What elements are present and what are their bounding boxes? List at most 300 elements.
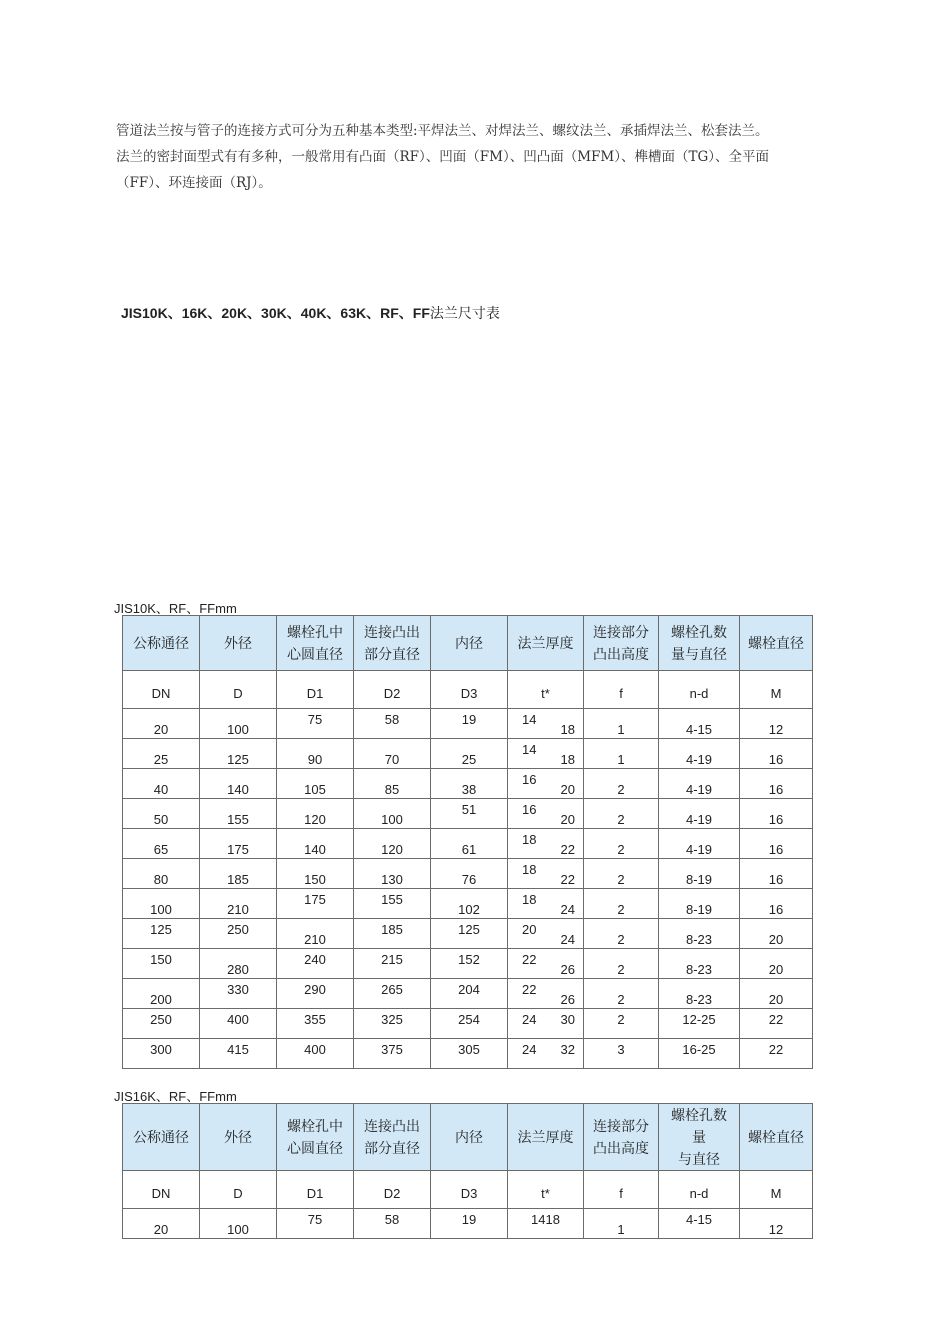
cell-value: 12 (768, 1222, 784, 1237)
table-cell (354, 889, 431, 919)
table-cell (584, 1039, 659, 1069)
column-symbol: t* (508, 1171, 584, 1209)
column-header-text: 量 (692, 1129, 706, 1145)
cell-value: 155 (227, 812, 249, 827)
cell-value: 20 (153, 722, 169, 737)
table-cell (354, 1009, 431, 1039)
column-header-text: 连接凸出 (364, 624, 420, 640)
table-cell (354, 829, 431, 859)
table-cell (123, 829, 200, 859)
table-cell (659, 889, 740, 919)
column-header-text: 内径 (455, 635, 483, 651)
cell-value: 12 (768, 722, 784, 737)
thickness-value: 16 (522, 772, 537, 787)
table-cell (200, 799, 277, 829)
table-cell (431, 709, 508, 739)
cell-value: 38 (461, 782, 477, 797)
cell-value: 210 (304, 932, 326, 947)
thickness-value-alt: 18 (560, 722, 575, 737)
cell-value: 2 (617, 782, 625, 797)
table-cell (200, 919, 277, 949)
cell-value: 355 (304, 1012, 326, 1027)
cell-value: 65 (153, 842, 169, 857)
cell-value: 25 (461, 752, 477, 767)
table-cell (277, 859, 354, 889)
table-cell (584, 709, 659, 739)
thickness-pair (508, 982, 583, 1007)
table-cell (431, 829, 508, 859)
column-symbol: D (200, 1171, 277, 1209)
column-header-text: 与直径 (678, 1151, 720, 1167)
table-cell (277, 769, 354, 799)
table-cell (123, 949, 200, 979)
cell-value: 20 (768, 992, 784, 1007)
table-cell (659, 979, 740, 1009)
column-header-text: 螺栓孔中 (287, 624, 343, 640)
thickness-value-alt: 22 (560, 842, 575, 857)
column-header (200, 1104, 277, 1171)
table-cell (200, 1209, 277, 1239)
thickness-pair (508, 922, 583, 947)
cell-value: 16 (768, 812, 784, 827)
cell-value: 8-23 (685, 992, 713, 1007)
table-cell (659, 829, 740, 859)
column-header-text: 公称通径 (133, 635, 189, 651)
cell-value: 130 (381, 872, 403, 887)
table-cell (659, 1009, 740, 1039)
cell-value: 19 (461, 712, 477, 727)
table-cell (277, 829, 354, 859)
table-cell (200, 739, 277, 769)
table-cell (508, 979, 584, 1009)
column-header (740, 616, 813, 671)
column-symbol: D2 (354, 671, 431, 709)
table-cell (200, 709, 277, 739)
table-cell (354, 709, 431, 739)
column-header-text: 凸出高度 (593, 1140, 649, 1156)
cell-value: 325 (381, 1012, 403, 1027)
cell-value: 290 (304, 982, 326, 997)
table-cell (584, 889, 659, 919)
table-cell (354, 769, 431, 799)
column-header-text: 螺栓孔中 (287, 1118, 343, 1134)
table-row (123, 1209, 813, 1239)
cell-value: 4-15 (685, 722, 713, 737)
table-cell (508, 739, 584, 769)
column-header-text: 连接部分 (593, 1118, 649, 1134)
table-cell (200, 859, 277, 889)
table-jis10k (122, 615, 813, 1069)
intro-line-1: 管道法兰按与管子的连接方式可分为五种基本类型:平焊法兰、对焊法兰、螺纹法兰、承插焊法兰、松套法兰。 (116, 123, 769, 139)
cell-value: 8-19 (685, 902, 713, 917)
cell-value: 265 (381, 982, 403, 997)
table-cell (277, 979, 354, 1009)
table-cell (659, 799, 740, 829)
cell-value: 185 (381, 922, 403, 937)
table-cell (584, 859, 659, 889)
column-header (354, 616, 431, 671)
column-symbol: t* (508, 671, 584, 709)
table-cell (277, 1209, 354, 1239)
symbol-row (123, 671, 813, 709)
table-cell (659, 919, 740, 949)
column-symbol: M (740, 671, 813, 709)
header-row (123, 616, 813, 671)
thickness-value-alt: 24 (560, 902, 575, 917)
column-header (277, 1104, 354, 1171)
cell-value: 50 (153, 812, 169, 827)
table-row (123, 799, 813, 829)
column-symbol: D1 (277, 1171, 354, 1209)
cell-value: 19 (461, 1212, 477, 1227)
table-cell (740, 919, 813, 949)
column-symbol: n-d (659, 671, 740, 709)
thickness-pair (508, 1012, 583, 1031)
cell-value: 215 (381, 952, 403, 967)
table-cell (584, 799, 659, 829)
thickness-pair (508, 892, 583, 917)
thickness-value: 24 (522, 1042, 537, 1057)
column-header (277, 616, 354, 671)
column-symbol: D3 (431, 671, 508, 709)
table-cell (740, 769, 813, 799)
table-cell (354, 799, 431, 829)
column-header-text: 外径 (224, 1129, 252, 1145)
cell-value: 3 (617, 1042, 625, 1057)
table-cell (740, 889, 813, 919)
table-cell (659, 1209, 740, 1239)
cell-value: 4-15 (685, 1212, 713, 1227)
cell-value: 2 (617, 992, 625, 1007)
caption-jis10k: JIS10K、RF、FFmm (114, 601, 237, 616)
table-cell (431, 979, 508, 1009)
cell-value: 120 (304, 812, 326, 827)
cell-value: 175 (227, 842, 249, 857)
column-header-text: 心圆直径 (287, 646, 343, 662)
column-symbol: D3 (431, 1171, 508, 1209)
column-header (584, 616, 659, 671)
cell-value: 90 (307, 752, 323, 767)
column-header-text: 螺栓直径 (748, 1129, 804, 1145)
table-cell (200, 769, 277, 799)
cell-value: 20 (768, 932, 784, 947)
thickness-value: 20 (522, 922, 537, 937)
table-row (123, 829, 813, 859)
table-cell (431, 769, 508, 799)
table-row (123, 709, 813, 739)
cell-value: 85 (384, 782, 400, 797)
table-cell (123, 919, 200, 949)
column-header-text: 凸出高度 (593, 646, 649, 662)
cell-value: 22 (768, 1012, 784, 1027)
cell-value: 125 (150, 922, 172, 937)
table-cell (200, 829, 277, 859)
cell-value: 20 (153, 1222, 169, 1237)
table-cell (354, 919, 431, 949)
table-cell (354, 739, 431, 769)
table-cell (431, 1209, 508, 1239)
cell-value: 254 (458, 1012, 480, 1027)
cell-value: 200 (150, 992, 172, 1007)
cell-value: 150 (150, 952, 172, 967)
table-cell (508, 1209, 584, 1239)
cell-value: 75 (307, 712, 323, 727)
table-cell (740, 1039, 813, 1069)
cell-value: 152 (458, 952, 480, 967)
cell-value: 1 (617, 752, 625, 767)
thickness-value: 14 (522, 712, 537, 727)
table-cell (354, 979, 431, 1009)
cell-value: 4-19 (685, 842, 713, 857)
column-header-text: 连接凸出 (364, 1118, 420, 1134)
column-symbol: D2 (354, 1171, 431, 1209)
cell-value: 125 (458, 922, 480, 937)
header-row (123, 1104, 813, 1171)
cell-value: 25 (153, 752, 169, 767)
column-header-text: 心圆直径 (287, 1140, 343, 1156)
table-cell (508, 1009, 584, 1039)
cell-value: 12-25 (682, 1012, 716, 1027)
table-cell (123, 1209, 200, 1239)
table-cell (659, 769, 740, 799)
table-cell (740, 979, 813, 1009)
thickness-value: 24 (522, 1012, 537, 1027)
table-cell (431, 1009, 508, 1039)
table-cell (659, 1039, 740, 1069)
table-row (123, 739, 813, 769)
column-header-text: 外径 (224, 635, 252, 651)
column-header (354, 1104, 431, 1171)
table-cell (123, 769, 200, 799)
table-cell (740, 829, 813, 859)
cell-value: 1 (617, 722, 625, 737)
table-cell (740, 859, 813, 889)
table-row (123, 919, 813, 949)
table-cell (200, 1039, 277, 1069)
table-cell (277, 1009, 354, 1039)
table-cell (508, 769, 584, 799)
column-symbol: f (584, 1171, 659, 1209)
table-cell (354, 949, 431, 979)
cell-value: 140 (227, 782, 249, 797)
table-row (123, 949, 813, 979)
cell-value: 204 (458, 982, 480, 997)
cell-value: 100 (227, 722, 249, 737)
table-cell (584, 1009, 659, 1039)
cell-value: 240 (304, 952, 326, 967)
thickness-value-alt: 30 (560, 1012, 575, 1027)
table-cell (508, 799, 584, 829)
table-cell (123, 739, 200, 769)
column-header-text: 量与直径 (671, 646, 727, 662)
column-header-text: 法兰厚度 (517, 1129, 574, 1145)
column-header (659, 616, 740, 671)
thickness-value: 22 (522, 952, 537, 967)
column-symbol: D (200, 671, 277, 709)
cell-value: 100 (150, 902, 172, 917)
column-header (740, 1104, 813, 1171)
column-header-text: 螺栓孔数 (671, 1107, 727, 1123)
table-cell (354, 1039, 431, 1069)
table-cell (740, 739, 813, 769)
table-cell (431, 799, 508, 829)
table-cell (431, 919, 508, 949)
column-header (659, 1104, 740, 1171)
thickness-value-alt: 20 (560, 812, 575, 827)
column-header-text: 法兰厚度 (517, 635, 574, 651)
table-title-standards: JIS10K、16K、20K、30K、40K、63K、RF、FF (121, 305, 430, 321)
cell-value: 280 (227, 962, 249, 977)
table-cell (431, 889, 508, 919)
table-row (123, 979, 813, 1009)
table-cell (123, 979, 200, 1009)
cell-value: 250 (227, 922, 249, 937)
thickness-value-alt: 18 (560, 752, 575, 767)
table-row (123, 769, 813, 799)
thickness-pair (508, 1042, 583, 1061)
table-jis16k (122, 1103, 813, 1239)
table-cell (740, 709, 813, 739)
table-cell (431, 739, 508, 769)
thickness-pair (508, 802, 583, 827)
cell-value: 415 (227, 1042, 249, 1057)
table-cell (584, 919, 659, 949)
column-header (508, 1104, 584, 1171)
thickness-pair (508, 712, 583, 737)
column-header-text: 部分直径 (364, 1140, 420, 1156)
thickness-pair (508, 862, 583, 887)
table-cell (508, 949, 584, 979)
thickness-pair (508, 952, 583, 977)
cell-value: 61 (461, 842, 477, 857)
table-cell (508, 1039, 584, 1069)
cell-value: 16 (768, 902, 784, 917)
column-header-text: 螺栓孔数 (671, 624, 727, 640)
intro-paragraph (116, 118, 828, 196)
table-cell (740, 949, 813, 979)
cell-value: 305 (458, 1042, 480, 1057)
thickness-value: 18 (522, 832, 537, 847)
table-row (123, 1039, 813, 1069)
cell-value: 40 (153, 782, 169, 797)
column-header (584, 1104, 659, 1171)
cell-value: 2 (617, 812, 625, 827)
cell-value: 102 (458, 902, 480, 917)
table-cell (123, 859, 200, 889)
table-cell (277, 1039, 354, 1069)
cell-value: 4-19 (685, 812, 713, 827)
column-header (431, 616, 508, 671)
table-cell (584, 979, 659, 1009)
cell-value: 16-25 (682, 1042, 716, 1057)
cell-value: 400 (304, 1042, 326, 1057)
table-cell (740, 1209, 813, 1239)
table-cell (277, 889, 354, 919)
cell-value: 120 (381, 842, 403, 857)
cell-value: 8-19 (685, 872, 713, 887)
table-cell (431, 859, 508, 889)
cell-value: 140 (304, 842, 326, 857)
table-title (121, 303, 500, 323)
table-cell (277, 739, 354, 769)
table-cell (584, 829, 659, 859)
cell-value: 155 (381, 892, 403, 907)
column-header (123, 1104, 200, 1171)
table-cell (431, 949, 508, 979)
thickness-value-alt: 26 (560, 992, 575, 1007)
table-cell (200, 949, 277, 979)
cell-value: 2 (617, 902, 625, 917)
symbol-row (123, 1171, 813, 1209)
thickness-value-alt: 24 (560, 932, 575, 947)
cell-value: 16 (768, 872, 784, 887)
table-cell (584, 739, 659, 769)
cell-value: 210 (227, 902, 249, 917)
cell-value: 16 (768, 842, 784, 857)
table-cell (508, 709, 584, 739)
column-header-text: 螺栓直径 (748, 635, 804, 651)
intro-line-2: 法兰的密封面型式有有多种，一般常用有凸面（RF）、凹面（FM）、凹凸面（MFM）、榫槽面（TG）、全平面 (116, 149, 770, 165)
thickness-value: 14 (522, 742, 537, 757)
thickness-value: 18 (522, 862, 537, 877)
table-cell (508, 919, 584, 949)
column-symbol: n-d (659, 1171, 740, 1209)
table-cell (200, 889, 277, 919)
column-header-text: 公称通径 (133, 1129, 189, 1145)
cell-value: 100 (381, 812, 403, 827)
table-cell (354, 859, 431, 889)
cell-value: 58 (384, 1212, 400, 1227)
table-row (123, 859, 813, 889)
intro-line-3: （FF）、环连接面（RJ）。 (116, 175, 272, 191)
cell-value: 105 (304, 782, 326, 797)
table-title-text: 法兰尺寸表 (429, 305, 500, 321)
cell-value: 76 (461, 872, 477, 887)
table-cell (508, 889, 584, 919)
thickness-pair (508, 742, 583, 767)
cell-value: 100 (227, 1222, 249, 1237)
cell-value: 175 (304, 892, 326, 907)
table-cell (740, 1009, 813, 1039)
table-row (123, 889, 813, 919)
cell-value: 20 (768, 962, 784, 977)
column-header (200, 616, 277, 671)
table-cell (584, 949, 659, 979)
cell-value: 1 (617, 1222, 625, 1237)
table-cell (740, 799, 813, 829)
table-cell (431, 1039, 508, 1069)
cell-value: 150 (304, 872, 326, 887)
table-cell (200, 979, 277, 1009)
column-symbol: M (740, 1171, 813, 1209)
table-cell (354, 1209, 431, 1239)
table-cell (277, 919, 354, 949)
table-row (123, 1009, 813, 1039)
thickness-value-alt: 26 (560, 962, 575, 977)
cell-value: 2 (617, 872, 625, 887)
cell-value: 75 (307, 1212, 323, 1227)
column-header (508, 616, 584, 671)
table-cell (659, 709, 740, 739)
table-cell (508, 829, 584, 859)
thickness-value: 16 (522, 802, 537, 817)
table-cell (277, 949, 354, 979)
column-header-text: 部分直径 (364, 646, 420, 662)
column-header-text: 内径 (455, 1129, 483, 1145)
table-cell (277, 709, 354, 739)
table-cell (123, 1009, 200, 1039)
table-cell (508, 859, 584, 889)
